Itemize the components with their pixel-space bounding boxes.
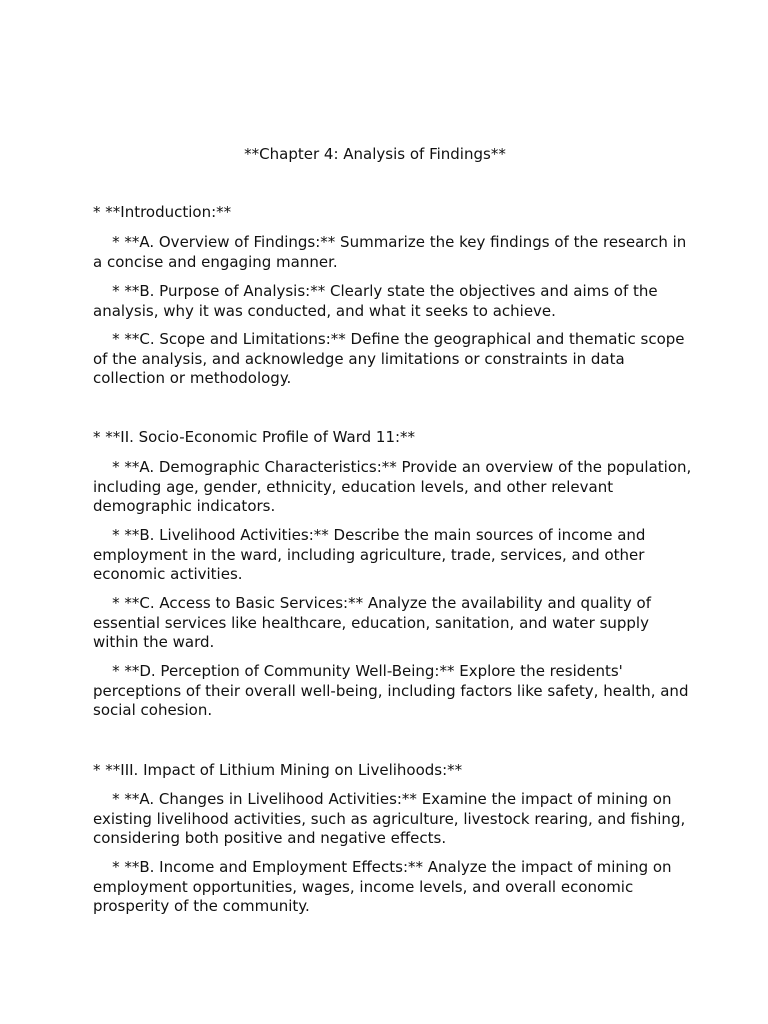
item-perception-of-well-being: * **D. Perception of Community Well-Being:** Explore the residents' perceptions of their overall well-being, including factors like safety, health, and social cohesion. [93,662,694,720]
item-demographic-characteristics: * **A. Demographic Characteristics:** Provide an overview of the population, including age, gender, ethnicity, education levels, and other relevant demographic indicators. [93,458,697,516]
item-scope-and-limitations: * **C. Scope and Limitations:** Define the geographical and thematic scope of the analysis, and acknowledge any limitations or constraints in data collection or methodology. [93,330,690,388]
chapter-title: **Chapter 4: Analysis of Findings** [244,145,506,163]
item-changes-in-livelihood-activities: * **A. Changes in Livelihood Activities:** Examine the impact of mining on existing livelihood activities, such as agriculture, livestock rearing, and fishing, considering both positive and negative effects. [93,790,691,848]
item-income-and-employment-effects: * **B. Income and Employment Effects:** Analyze the impact of mining on employment opportunities, wages, income levels, and overall economic prosperity of the community. [93,858,677,916]
item-livelihood-activities: * **B. Livelihood Activities:** Describe the main sources of income and employment in the ward, including agriculture, trade, services, and other economic activities. [93,526,651,584]
item-purpose-of-analysis: * **B. Purpose of Analysis:** Clearly state the objectives and aims of the analysis, why it was conducted, and what it seeks to achieve. [93,282,663,320]
section-heading-impact-of-lithium-mining: * **III. Impact of Lithium Mining on Livelihoods:** [93,761,463,779]
item-access-to-basic-services: * **C. Access to Basic Services:** Analyze the availability and quality of essential services like healthcare, education, sanitation, and water supply within the ward. [93,594,656,652]
item-overview-of-findings: * **A. Overview of Findings:** Summarize the key findings of the research in a concise and engaging manner. [93,233,692,271]
section-heading-introduction: * **Introduction:** [93,203,232,221]
section-heading-socio-economic-profile: * **II. Socio-Economic Profile of Ward 11:** [93,428,416,446]
